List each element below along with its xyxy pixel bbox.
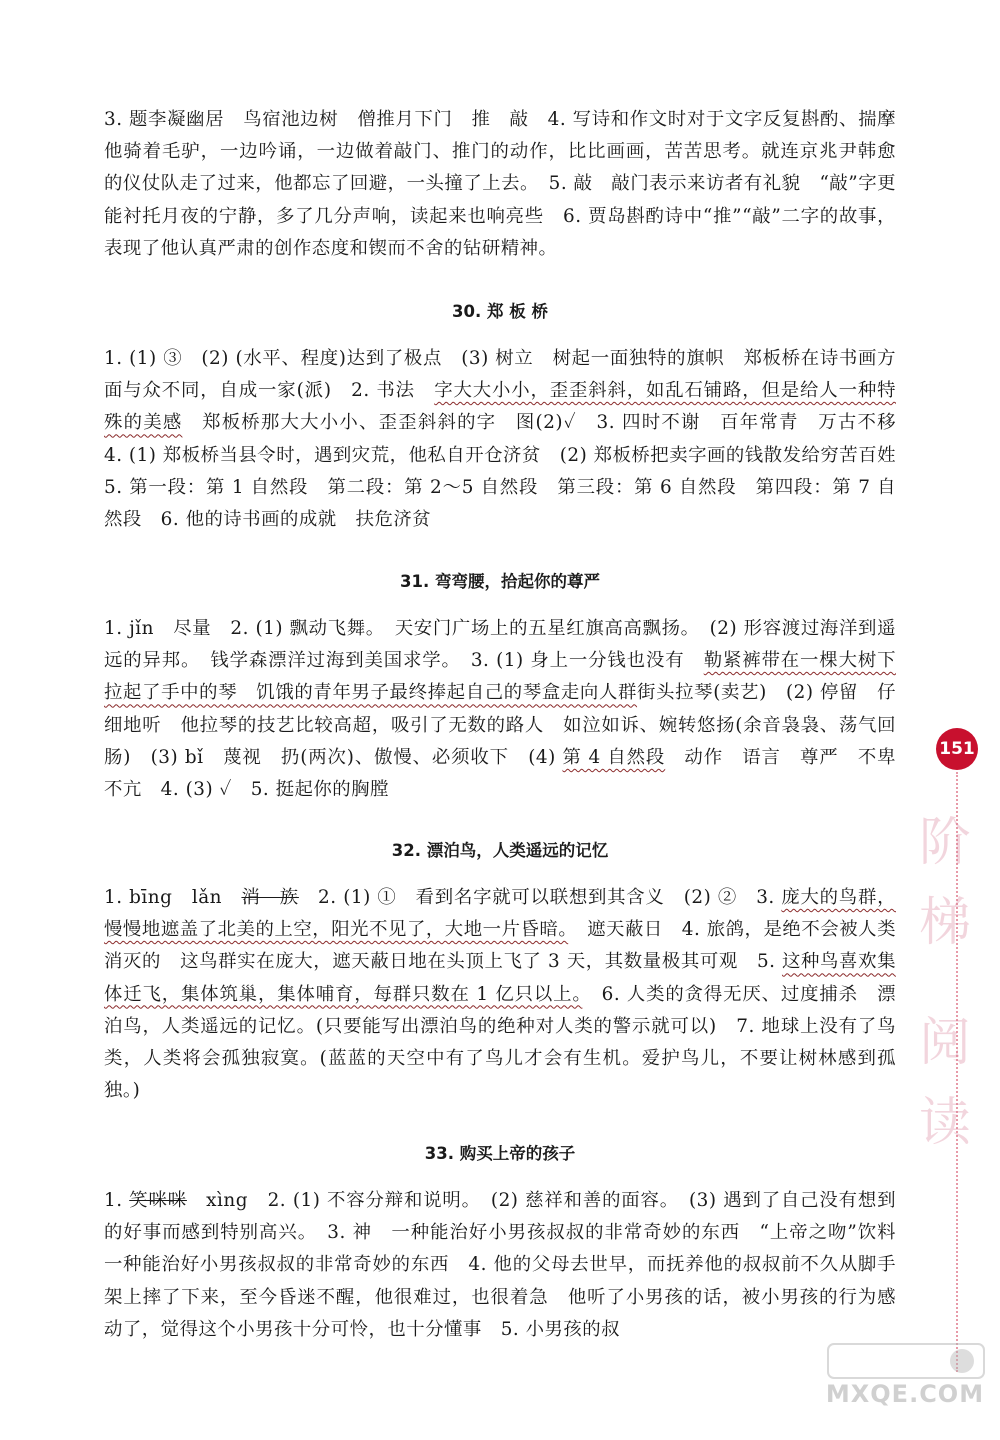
- side-decoration-char: 读: [918, 1093, 971, 1153]
- answer-text: 1. jǐn 尽量 2. (1) 飘动飞舞。 天安门广场上的五星红旗高高飘扬。 (2) 形容渡过海洋到遥远的异邦。 钱学森漂洋过海到美国求学。 3. (1) 身上一分钱也没有: [104, 618, 896, 672]
- answer-paragraph-32: [104, 882, 896, 1107]
- underlined-answer: 庞大的鸟群，慢慢地遮盖了北美的上空，阳光不见了，大地一片昏暗。: [104, 887, 896, 941]
- answer-text: 1. (1) ③ (2) (水平、程度)达到了极点 (3) 树立 树起一面独特的旗帜 郑板桥在诗书画方面与众不同，自成一家(派) 2. 书法: [104, 348, 896, 402]
- underlined-answer: 第 4 自然段: [562, 746, 666, 768]
- watermark-logo-icon: [826, 1342, 986, 1380]
- section-title-33: 33. 购买上帝的孩子: [424, 1144, 576, 1163]
- answer-text: 3. 题李凝幽居 鸟宿池边树 僧推月下门 推 敲 4. 写诗和作文时对于文字反复斟酌、揣摩 他骑着毛驴，一边吟诵，一边做着敲门、推门的动作，比比画画，苦苦思考。就连京兆尹韩愈的仪仗队走了过来，他都忘了回避，一头撞了上去。 5. 敲 敲门表示来访者有礼貌 “敲”字更能衬托月夜的宁静，多了几分声响，读起来也响亮些 6. 贾岛斟酌诗中“推”“敲”二字的故事，表现了他认真严肃的创作态度和锲而不舍的钻研精神。: [104, 109, 915, 259]
- side-decoration-char: 梯: [918, 893, 971, 953]
- section-title-31: 31. 弯弯腰，拾起你的尊严: [400, 572, 600, 591]
- answer-text: 6. 人类的贪得无厌、过度捕杀 漂泊鸟，人类遥远的记忆。(只要能写出漂泊鸟的绝种对人类的警示就可以) 7. 地球上没有了鸟类，人类将会孤独寂寞。(蓝蓝的天空中有了鸟儿才会有生机。爱护鸟儿，不要让树林感到孤独。): [104, 983, 896, 1102]
- struck-answer: 笑咪咪: [129, 1190, 187, 1211]
- answer-text: 动作 语言 尊严 不卑不亢 4. (3) ✓ 5. 挺起你的胸膛: [104, 746, 896, 801]
- answer-text: xìng 2. (1) 不容分辩和说明。 (2) 慈祥和善的面容。 (3) 遇到了自己没有想到的好事而感到特别高兴。 3. 神 一种能治好小男孩叔叔的非常奇妙的东西 “上帝之吻”饮料 一种能治好小男孩叔叔的非常奇妙的东西 4. 他的父母去世早，而抚养他的叔叔前不久从脚手架上摔了下来，至今昏迷不醒，他很难过，也很着急 他听了小男孩的话，被小男孩的行为感动了，觉得这个小男孩十分可怜，也十分懂事 5. 小男孩的叔: [104, 1190, 915, 1340]
- underlined-answer: 字大大小小，歪歪斜斜，如乱石铺路，但是给人一种特殊的美感: [104, 380, 896, 434]
- struck-answer: 消 族: [241, 887, 299, 908]
- answer-text: 郑板桥那大大小小、歪歪斜斜的字 图(2)✓ 3. 四时不谢 百年常青 万古不移 4. (1) 郑板桥当县令时，遇到灾荒，他私自开仓济贫 (2) 郑板桥把卖字画的钱散发给穷苦百姓 5. 第一段：第 1 自然段 第二段：第 2～5 自然段 第三段：第 6 自然段 第四段：第 7 自然段 6. 他的诗书画的成就 扶危济贫: [104, 412, 915, 531]
- page-number-badge: 151: [936, 728, 978, 770]
- section-title-32: 32. 漂泊鸟，人类遥远的记忆: [391, 841, 609, 860]
- side-decoration-char: 阅: [918, 1013, 971, 1073]
- answer-text: 1.: [104, 1190, 130, 1211]
- underlined-answer: 勒紧裤带在一棵大树下拉起了手中的琴 饥饿的青年男子最终捧起自己的琴盒走向人群: [104, 650, 896, 704]
- answer-paragraph-29: [104, 104, 915, 265]
- watermark-text: MXQE.COM: [825, 1380, 985, 1408]
- answer-text: 街头拉琴(卖艺) (2) 停留 仔细地听 他拉琴的技艺比较高超，吸引了无数的路人 如泣如诉、婉转悠扬(余音袅袅、荡气回肠) (3) bǐ 蔑视 扔(两次)、傲慢、必须收下 (4): [104, 682, 896, 768]
- answer-text: 遮天蔽日 4. 旅鸽，是绝不会被人类消灭的 这鸟群实在庞大，遮天蔽日地在头顶上飞了 3 天，其数量极其可观 5.: [104, 919, 896, 973]
- underlined-answer: 这种鸟喜欢集体迁飞，集体筑巢，集体哺育，每群只数在 1 亿只以上。: [104, 951, 896, 1005]
- answer-paragraph-33: [104, 1185, 915, 1346]
- answer-text: 1. bīng lǎn: [104, 887, 242, 908]
- answer-text: 2. (1) ① 看到名字就可以联想到其含义 (2) ② 3.: [298, 887, 782, 908]
- side-decoration-char: 阶: [918, 813, 971, 873]
- answer-paragraph-30: [104, 343, 915, 536]
- answer-paragraph-31: [104, 613, 896, 806]
- section-title-30: 30. 郑 板 桥: [452, 302, 548, 321]
